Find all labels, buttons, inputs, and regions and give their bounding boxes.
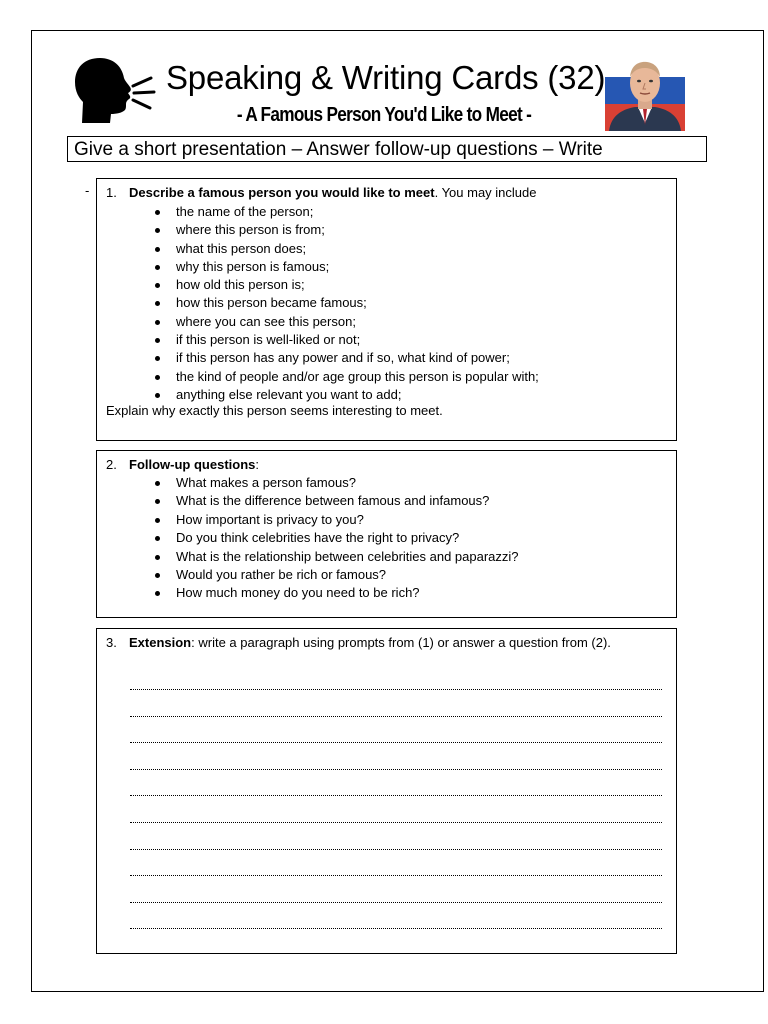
list-item: How important is privacy to you? — [153, 511, 519, 529]
writing-line[interactable] — [130, 795, 662, 796]
list-item: where this person is from; — [153, 221, 539, 239]
writing-line[interactable] — [130, 928, 662, 929]
page-title: Speaking & Writing Cards (32) — [166, 59, 606, 96]
card-heading — [106, 185, 536, 201]
card-heading-bold: Describe a famous person you would like to meet — [129, 185, 435, 200]
card-heading — [106, 635, 611, 651]
list-item: where you can see this person; — [153, 313, 539, 331]
list-item: How much money do you need to be rich? — [153, 584, 519, 602]
writing-line[interactable] — [130, 822, 662, 823]
list-item: how old this person is; — [153, 276, 539, 294]
list-item: how this person became famous; — [153, 294, 539, 312]
card-follow-up — [96, 450, 677, 618]
card-heading-bold: Extension — [129, 635, 192, 650]
list-item: Do you think celebrities have the right to privacy? — [153, 529, 519, 547]
writing-line[interactable] — [130, 742, 662, 743]
card-number: 2. — [106, 457, 117, 472]
card-heading-bold: Follow-up questions — [129, 457, 256, 472]
list-item: the kind of people and/or age group this person is popular with; — [153, 368, 539, 386]
card-number: 1. — [106, 185, 117, 200]
list-item: What is the relationship between celebrities and paparazzi? — [153, 548, 519, 566]
card-extension — [96, 628, 677, 954]
list-item: Would you rather be rich or famous? — [153, 566, 519, 584]
card-closing-text: Explain why exactly this person seems interesting to meet. — [106, 403, 443, 418]
card-heading-rest: . You may include — [434, 185, 537, 200]
list-item: anything else relevant you want to add; — [153, 386, 539, 404]
card-heading-rest: : write a paragraph using prompts from (1) or answer a question from (2). — [191, 635, 611, 650]
list-item: the name of the person; — [153, 203, 539, 221]
writing-line[interactable] — [130, 769, 662, 770]
list-item: what this person does; — [153, 240, 539, 258]
list-item: why this person is famous; — [153, 258, 539, 276]
writing-line[interactable] — [130, 849, 662, 850]
list-item: What makes a person famous? — [153, 474, 519, 492]
writing-line[interactable] — [130, 902, 662, 903]
prompt-list — [153, 203, 539, 404]
list-item: if this person is well-liked or not; — [153, 331, 539, 349]
card-heading — [106, 457, 259, 473]
card-number: 3. — [106, 635, 117, 650]
stray-mark: - — [85, 183, 90, 198]
writing-line[interactable] — [130, 716, 662, 717]
writing-line[interactable] — [130, 875, 662, 876]
question-list — [153, 474, 519, 603]
list-item: if this person has any power and if so, what kind of power; — [153, 349, 539, 367]
list-item: What is the difference between famous and infamous? — [153, 492, 519, 510]
card-heading-rest: : — [255, 457, 260, 472]
card-presentation — [96, 178, 677, 441]
speaking-head-icon — [70, 56, 160, 126]
page-subtitle: - A Famous Person You'd Like to Meet - — [236, 104, 532, 126]
writing-line[interactable] — [130, 689, 662, 690]
task-instructions: Give a short presentation – Answer follow-up questions – Write — [67, 136, 707, 162]
person-portrait-icon — [605, 51, 685, 131]
